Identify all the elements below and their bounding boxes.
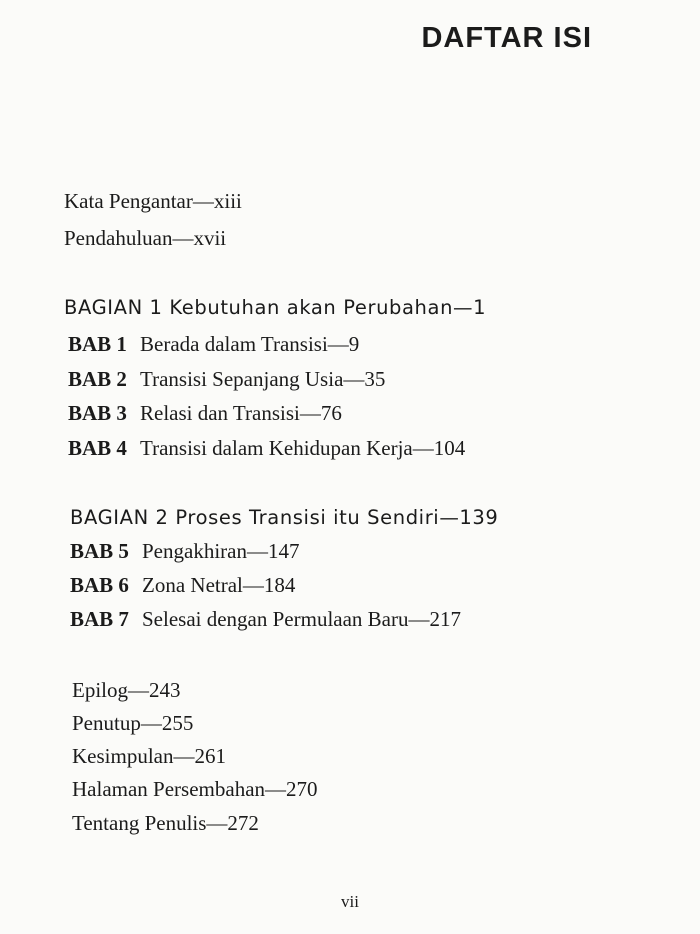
toc-entry-epilog: Epilog—243 bbox=[72, 678, 181, 702]
page-title: DAFTAR ISI bbox=[421, 22, 592, 54]
chapter-title: Relasi dan Transisi—76 bbox=[140, 401, 342, 425]
toc-chapter-4 bbox=[68, 438, 465, 459]
toc-chapter-6 bbox=[70, 575, 295, 596]
toc-chapter-5 bbox=[70, 541, 299, 562]
chapter-number: BAB 6 bbox=[70, 573, 129, 597]
toc-entry-pendahuluan: Pendahuluan—xvii bbox=[64, 226, 227, 250]
chapter-title: Pengakhiran—147 bbox=[142, 539, 300, 563]
chapter-title: Zona Netral—184 bbox=[142, 573, 296, 597]
toc-chapter-2 bbox=[68, 369, 385, 390]
chapter-number: BAB 4 bbox=[68, 436, 127, 460]
chapter-number: BAB 3 bbox=[68, 401, 127, 425]
chapter-number: BAB 5 bbox=[70, 539, 129, 563]
chapter-number: BAB 1 bbox=[68, 332, 127, 356]
part-heading-2: BAGIAN 2 Proses Transisi itu Sendiri—139 bbox=[70, 506, 499, 529]
toc-entry-halaman-persembahan: Halaman Persembahan—270 bbox=[72, 777, 318, 801]
chapter-title: Selesai dengan Permulaan Baru—217 bbox=[142, 607, 461, 631]
chapter-title: Transisi dalam Kehidupan Kerja—104 bbox=[140, 436, 466, 460]
toc-entry-kata-pengantar: Kata Pengantar—xiii bbox=[64, 189, 242, 213]
toc-chapter-3 bbox=[68, 403, 342, 424]
toc-entry-tentang-penulis: Tentang Penulis—272 bbox=[72, 811, 259, 835]
chapter-number: BAB 2 bbox=[68, 367, 127, 391]
chapter-title: Transisi Sepanjang Usia—35 bbox=[140, 367, 386, 391]
toc-entry-penutup: Penutup—255 bbox=[72, 711, 194, 735]
toc-chapter-7 bbox=[70, 609, 461, 630]
chapter-number: BAB 7 bbox=[70, 607, 129, 631]
part-heading-1: BAGIAN 1 Kebutuhan akan Perubahan—1 bbox=[64, 296, 487, 319]
toc-entry-kesimpulan: Kesimpulan—261 bbox=[72, 744, 226, 768]
toc-chapter-1 bbox=[68, 334, 359, 355]
page-number: vii bbox=[341, 892, 359, 911]
chapter-title: Berada dalam Transisi—9 bbox=[140, 332, 360, 356]
